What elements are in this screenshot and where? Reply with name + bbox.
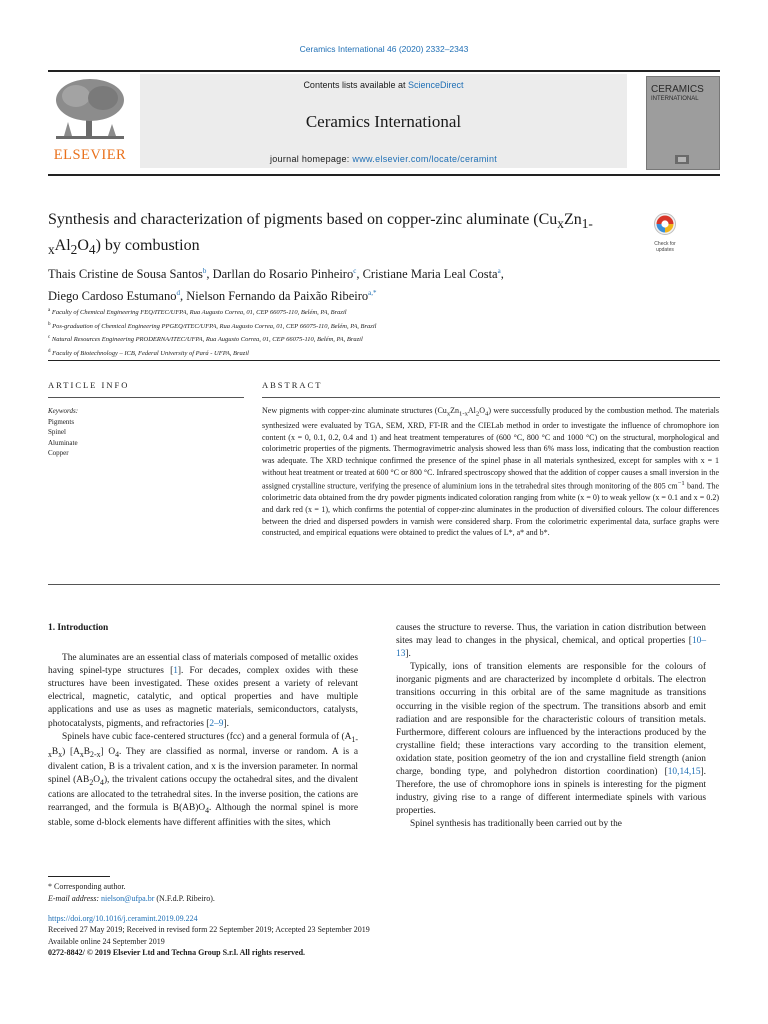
copyright-line: 0272-8842/ © 2019 Elsevier Ltd and Techna Group S.r.l. All rights reserved. — [48, 948, 306, 958]
left-column — [48, 622, 358, 830]
keyword: Aluminate — [48, 438, 78, 447]
article-info-heading: ARTICLE INFO — [48, 380, 130, 390]
received-dates: Received 27 May 2019; Received in revised form 22 September 2019; Accepted 23 September 2019 — [48, 925, 370, 935]
masthead-center — [140, 74, 627, 168]
tree-icon — [48, 76, 132, 148]
corresponding-author-note: * Corresponding author. — [48, 882, 126, 891]
email-line — [48, 893, 648, 905]
body-paragraph: causes the structure to reverse. Thus, the variation in cation distribution between sites may lead to changes in the physical, chemical, and optical properties [10–13]. — [396, 623, 706, 660]
abstract-text: New pigments with copper-zinc aluminate structures $(Cu_xZn_{1-x}Al_2O_4)$ were successfully produced by the combustion method. The materials synthesized were evaluated by TGA, SEM, XRD, FT-IR and the CIELab method in order to investigate the influence of chromophore ion content (x = 0, 0.1, 0.2, 0.4 and 1) and heat treatment temperatures of (600 °C, 800 °C and 1000 °C) on the structural, morphological and colorimetric properties of the pigments. Thermogravimetric analysis showed less than 6% mass loss, indicating that the combustion reaction was adequate. The XRD technique confirmed the presence of the spinel phase in all materials synthesized, except for samples with x = 1 without heat treatment or treated at 600 °C or 800 °C. Infrared spectroscopy showed that the addition of copper causes a small inversion in the assigned crystalline structure, verifying the presence of aluminium ions in the tetrahedral sites through monitoring of the 805 $cm^{-1}$ band. The colorimetric data obtained from the dry powder pigments indicated coloration ranging from white (x = 0) to weak yellow (x = 0.1 and x = 0.2) and dark red (x = 1), which confirms the potential of copper-zinc aluminates in the production of diversified colours. The colour differences between the dried and dispersed powders in varnish were considered sharp. From the colorimetric experimental data, surface graphs were constructed, and empirical equations were obtained to predict the values of L*, a* and b*. — [262, 406, 720, 538]
keyword: Copper — [48, 449, 69, 457]
section-heading-introduction: 1. Introduction — [48, 623, 109, 633]
doi-link[interactable]: https://doi.org/10.1016/j.ceramint.2019.09.224 — [48, 914, 198, 923]
contents-line — [140, 80, 627, 90]
keyword: Spinel — [48, 428, 66, 436]
email-label: E-mail address: — [48, 894, 100, 903]
homepage-prefix: journal homepage: — [269, 154, 350, 164]
affiliation-item: $^d$ Faculty of Biotechnology – ICB, Federal University of Pará - UFPA, Brazil — [48, 348, 249, 358]
contents-prefix: Contents lists available at — [303, 80, 406, 90]
online-date: Available online 24 September 2019 — [48, 936, 165, 946]
body-paragraph: The aluminates are an essential class of materials composed of metallic oxides having spinel-type structures [1]. For decades, complex oxides with these structures have been investigated. These oxides present a variety of relevant electrical, magnetic, catalytic, and optical properties and have multiple applications and use as uses as magnetic materials, semiconductors, catalysts, photocatalysts, pigments, and refractories [2–9]. — [48, 653, 358, 729]
affiliation-item: $^b$ Pos-graduation of Chemical Engineering PPGEQ/ITEC/UFPA, Rua Augusto Correa, 01, CEP 66075-110, Belém, PA, Brazil — [48, 321, 377, 330]
header-divider — [48, 360, 720, 361]
email-suffix: (N.F.d.P. Ribeiro). — [156, 894, 215, 903]
abstract-rule — [262, 397, 720, 398]
abstract-bottom-rule — [48, 584, 720, 585]
affiliations — [48, 305, 718, 360]
sciencedirect-link[interactable]: ScienceDirect — [408, 80, 464, 90]
cover-subtitle: INTERNATIONAL — [651, 96, 699, 102]
cover-logo-icon — [675, 155, 689, 164]
keywords-block — [48, 406, 228, 459]
elsevier-wordmark: ELSEVIER — [53, 147, 127, 163]
keywords-label: Keywords: — [48, 407, 79, 415]
journal-cover[interactable] — [646, 76, 720, 170]
abstract-heading: ABSTRACT — [262, 380, 323, 390]
body-paragraph: Spinel synthesis has traditionally been carried out by the — [410, 819, 622, 830]
elsevier-logo — [48, 76, 132, 168]
crossmark-label: Check for updates — [654, 241, 676, 253]
homepage-line — [140, 154, 627, 164]
keyword: Pigments — [48, 417, 75, 426]
cover-title: CERAMICS — [651, 84, 704, 95]
author-list: Thais Cristine de Sousa Santos$^b$, Darllan do Rosario Pinheiro$^c$, Cristiane Maria Leal Costa$^a$, Diego Cardoso Estumano$^d$, Nielson Fernando da Paixão Ribeiro$^{a,*}$ — [48, 267, 504, 304]
homepage-link[interactable]: www.elsevier.com/locate/ceramint — [352, 154, 498, 164]
footnotes — [48, 881, 648, 905]
crossmark-icon — [648, 212, 682, 236]
email-link[interactable]: nielson@ufpa.br — [101, 894, 155, 903]
masthead — [48, 70, 720, 176]
right-column — [396, 622, 706, 832]
footnote-divider — [48, 876, 110, 877]
body-paragraph: Typically, ions of transition elements are responsible for the colours of inorganic pigments and are characterized by incomplete d orbitals. The electron transitions occurring in this orbital are of the same magnitude as transitions occurring in the visible region of the spectrum. The transitions absorb and emit radiation and are responsible for the characteristic colours of transition metals. Furthermore, different colours are influenced by the interactions produced by the crystalline field; these interactions vary according to the transition element, oxidation state, position geometry of the ion and crystalline field strength (anion charge, bonding type, and polyhedron distortion coordination) [10,14,15]. Therefore, the use of chromophore ions in spinels is interesting for the pigment industry, giving rise to a range of different intermediate spinels with various properties. — [396, 662, 706, 817]
journal-title: Ceramics International — [305, 112, 462, 131]
affiliation-item: $^c$ Natural Resources Engineering PRODERNA/ITEC/UFPA, Rua Augusto Correa, 01, CEP 66075-110, Belém, PA, Brazil — [48, 335, 363, 344]
crossmark-badge[interactable] — [648, 212, 682, 253]
article-title: Synthesis and characterization of pigments based on copper-zinc aluminate $(Cu_xZn_{1-x}Al_2O_4)$ by combustion — [48, 211, 593, 258]
body-paragraph: Spinels have cubic face-centered structures (fcc) and a general formula of $(A_{1-x}B_x)$ $[A_xB_{2-x}]$ $O_4$. They are classified as normal, inverse or random. A is a divalent cation, B is a trivalent cation, and x is the inversion parameter. In normal spinel $(AB_2O_4)$, the trivalent cations occupy the octahedral sites, and the divalent cations are allocated to the tetrahedral sites. In the inverse position, the cations are rearranged, and the formula is $B(AB)O_4$. Although the normal spinel is more stable, some d-block elements have different affinities with the sites, which — [48, 731, 358, 828]
article-info-rule — [48, 397, 244, 398]
publication-info — [48, 913, 648, 959]
journal-reference-link[interactable]: Ceramics International 46 (2020) 2332–2343 — [299, 44, 469, 54]
affiliation-item: $^a$ Faculty of Chemical Engineering FEQ/ITEC/UFPA, Rua Augusto Correa, 01, CEP 66075-110, Belém, PA, Brazil — [48, 308, 347, 317]
